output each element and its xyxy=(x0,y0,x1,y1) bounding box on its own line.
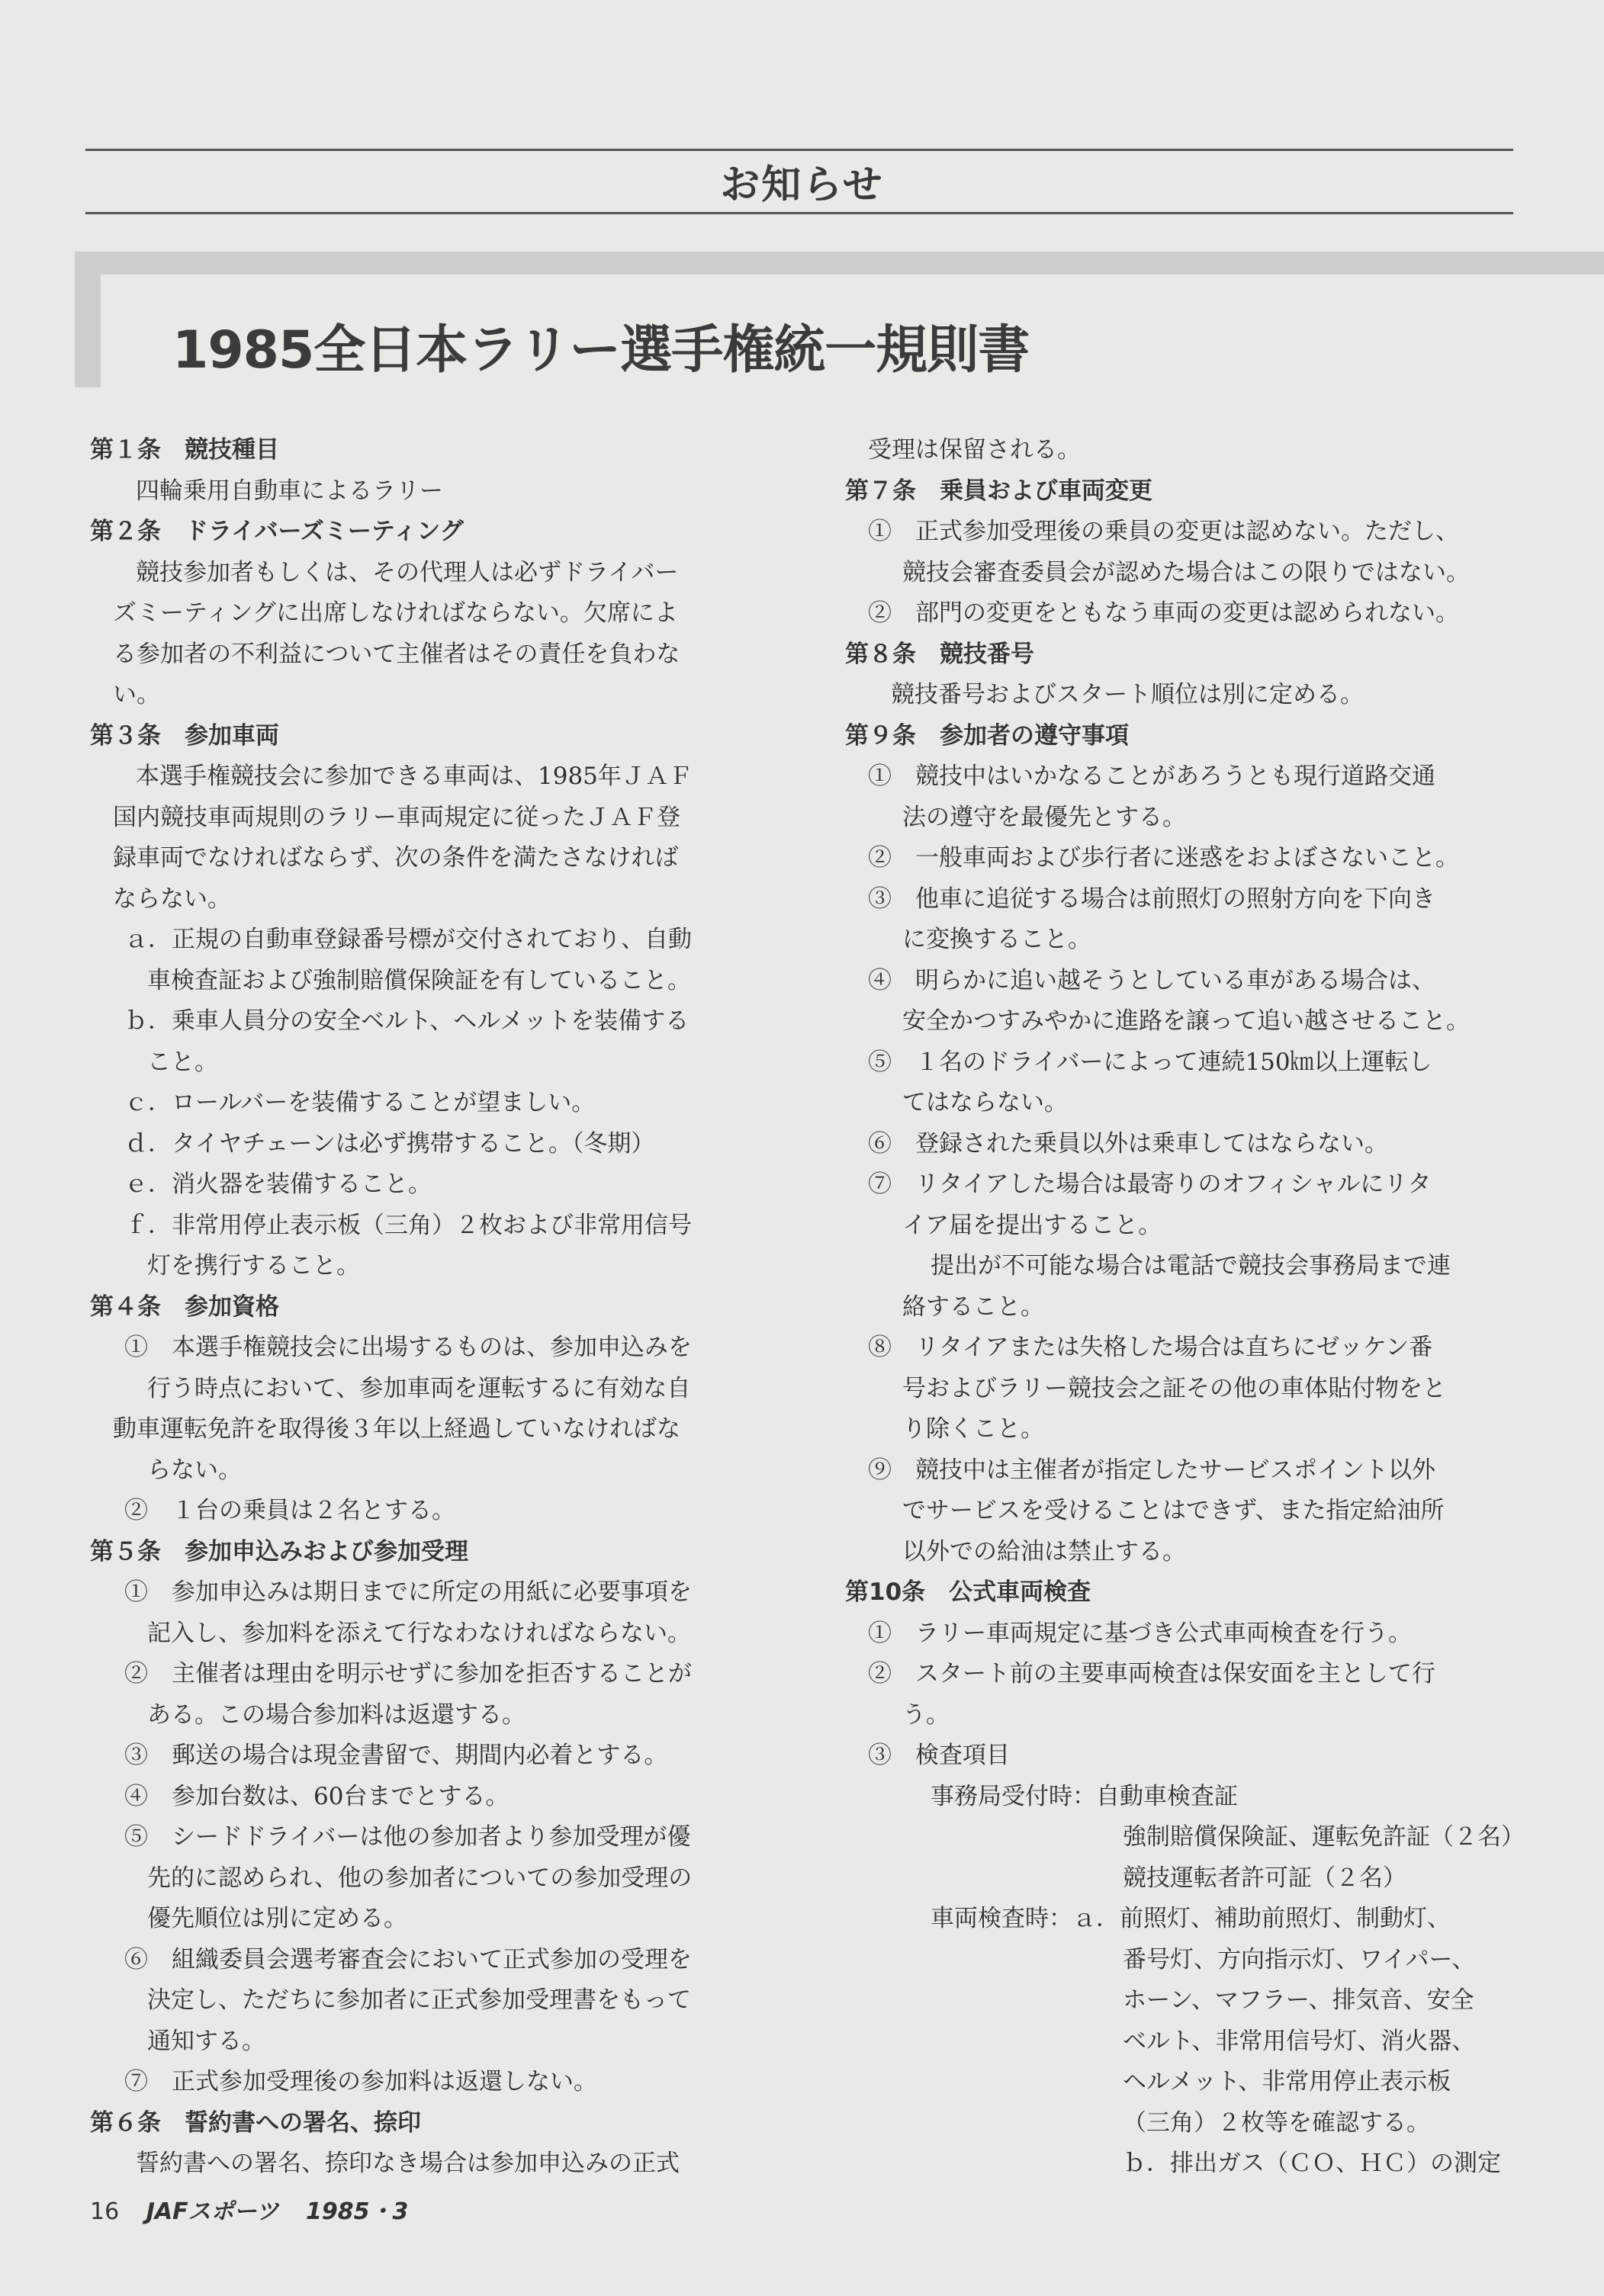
text-line: ④ 明らかに追い越そうとしている車がある場合は、 xyxy=(868,966,1435,994)
text-line: 競技会審査委員会が認めた場合はこの限りではない。 xyxy=(902,558,1470,586)
article-heading: 第10条 公式車両検査 xyxy=(845,1578,1091,1606)
text-line: 提出が不可能な場合は電話で競技会事務局まで連 xyxy=(931,1252,1451,1280)
text-line: 記入し、参加料を添えて行なわなければならない。 xyxy=(147,1619,691,1647)
page-footer xyxy=(90,2192,408,2226)
text-line: ① ラリー車両規定に基づき公式車両検査を行う。 xyxy=(868,1619,1412,1647)
text-line: 号およびラリー競技会之証その他の車体貼付物をと xyxy=(902,1374,1446,1402)
article-heading: 第６条 誓約書への署名、捺印 xyxy=(90,2108,421,2137)
text-line: ① 競技中はいかなることがあろうとも現行道路交通 xyxy=(868,763,1435,790)
text-line: 通知する。 xyxy=(147,2027,265,2055)
text-line: に変換すること。 xyxy=(902,926,1091,953)
text-line: 録車両でなければならず、次の条件を満たさなければ xyxy=(113,844,679,872)
text-line: ⑧ リタイアまたは失格した場合は直ちにゼッケン番 xyxy=(868,1334,1433,1361)
text-line: ｂ．乗車人員分の安全ベルト、ヘルメットを装備する xyxy=(124,1007,689,1035)
text-line: 競技番号およびスタート順位は別に定める。 xyxy=(891,681,1364,708)
text-line: イア届を提出すること。 xyxy=(902,1211,1162,1239)
text-line: ｅ．消火器を装備すること。 xyxy=(124,1170,432,1198)
page-number: 16 xyxy=(90,2198,120,2225)
text-line: ヘルメット、非常用停止表示板 xyxy=(1123,2068,1451,2095)
text-line: ③ 郵送の場合は現金書留で、期間内必着とする。 xyxy=(124,1742,668,1769)
text-line: り除くこと。 xyxy=(902,1415,1044,1443)
text-line: ⑥ 組織委員会選考審査会において正式参加の受理を xyxy=(124,1945,692,1973)
text-line: い。 xyxy=(113,681,160,708)
section-label: お知らせ xyxy=(720,162,884,208)
text-line: てはならない。 xyxy=(902,1089,1068,1116)
text-line: 強制賠償保険証、運転免許証（２名） xyxy=(1123,1823,1525,1851)
text-line: ③ 検査項目 xyxy=(868,1742,1010,1769)
text-line: ⑦ リタイアした場合は最寄りのオフィシャルにリタ xyxy=(868,1170,1432,1198)
article-heading: 第７条 乗員および車両変更 xyxy=(845,477,1152,505)
text-line: ③ 他車に追従する場合は前照灯の照射方向を下向き xyxy=(868,885,1435,913)
text-line: ② １台の乗員は２名とする。 xyxy=(124,1497,455,1524)
text-line: 先的に認められ、他の参加者についての参加受理の xyxy=(147,1864,693,1892)
text-line: ⑨ 競技中は主催者が指定したサービスポイント以外 xyxy=(868,1456,1435,1484)
text-line: 誓約書への署名、捺印なき場合は参加申込みの正式 xyxy=(136,2150,680,2177)
text-line: ④ 参加台数は、60台までとする。 xyxy=(124,1782,509,1810)
article-heading: 第１条 競技種目 xyxy=(90,436,279,464)
text-line: ならない。 xyxy=(113,885,231,913)
text-line: こと。 xyxy=(147,1048,218,1076)
text-line: ② スタート前の主要車両検査は保安面を主として行 xyxy=(868,1660,1435,1687)
text-line: でサービスを受けることはできず、また指定給油所 xyxy=(902,1497,1445,1524)
text-line: ⑦ 正式参加受理後の参加料は返還しない。 xyxy=(124,2068,597,2095)
text-line: ② 一般車両および歩行者に迷惑をおよぼさないこと。 xyxy=(868,844,1459,872)
text-line: ② 主催者は理由を明示せずに参加を拒否することが xyxy=(124,1660,692,1687)
text-line: ⑥ 登録された乗員以外は乗車してはならない。 xyxy=(868,1129,1388,1158)
text-line: ｂ．排出ガス（ＣＯ、ＨＣ）の測定 xyxy=(1123,2150,1501,2177)
text-line: ａ．正規の自動車登録番号標が交付されており、自動 xyxy=(124,926,692,953)
text-line: る参加者の不利益について主催者はその責任を負わな xyxy=(113,640,680,668)
text-line: ある。この場合参加料は返還する。 xyxy=(147,1700,526,1729)
title-frame-left xyxy=(75,252,101,387)
article-heading: 第８条 競技番号 xyxy=(845,640,1034,668)
article-heading: 第２条 ドライバーズミーティング xyxy=(90,518,464,545)
text-line: ① 参加申込みは期日までに所定の用紙に必要事項を xyxy=(124,1578,692,1606)
article-heading: 第４条 参加資格 xyxy=(90,1293,279,1321)
text-line: 以外での給油は禁止する。 xyxy=(902,1537,1186,1565)
article-heading: 第９条 参加者の遵守事項 xyxy=(845,721,1129,750)
text-line: ｄ．タイヤチェーンは必ず携帯すること。（冬期） xyxy=(124,1129,655,1158)
title-frame-top xyxy=(75,252,1604,275)
text-line: 番号灯、方向指示灯、ワイパー、 xyxy=(1123,1945,1476,1973)
text-line: ① 正式参加受理後の乗員の変更は認めない。ただし、 xyxy=(868,518,1459,545)
text-line: 事務局受付時：自動車検査証 xyxy=(931,1782,1238,1810)
text-line: らない。 xyxy=(147,1456,242,1484)
text-line: ベルト、非常用信号灯、消火器、 xyxy=(1123,2027,1476,2055)
text-line: 絡すること。 xyxy=(902,1293,1044,1321)
text-line: ｃ．ロールバーを装備することが望ましい。 xyxy=(124,1089,596,1116)
text-line: 優先順位は別に定める。 xyxy=(147,1905,407,1932)
article-heading: 第３条 参加車両 xyxy=(90,721,279,750)
left-column xyxy=(90,430,776,2185)
text-line: 競技運転者許可証（２名） xyxy=(1123,1864,1406,1892)
text-line: 本選手権競技会に参加できる車両は、1985年ＪＡＦ xyxy=(136,763,693,790)
issue-date: 1985・3 xyxy=(305,2198,409,2225)
text-line: 車検査証および強制賠償保険証を有していること。 xyxy=(147,966,691,994)
text-line: 法の遵守を最優先とする。 xyxy=(902,803,1186,831)
right-column xyxy=(845,430,1532,2185)
text-line: （三角）２枚等を確認する。 xyxy=(1123,2108,1430,2137)
text-line: 灯を携行すること。 xyxy=(147,1252,360,1280)
text-line: 国内競技車両規則のラリー車両規定に従ったＪＡＦ登 xyxy=(113,803,680,831)
text-line: ｆ．非常用停止表示板（三角）２枚および非常用信号 xyxy=(124,1211,692,1239)
magazine-name: JAFスポーツ xyxy=(146,2198,279,2225)
text-line: 安全かつすみやかに進路を譲って追い越させること。 xyxy=(902,1007,1470,1035)
document-title: 1985全日本ラリー選手権統一規則書 xyxy=(172,320,1030,381)
text-line: 決定し、ただちに参加者に正式参加受理書をもって xyxy=(147,1986,691,2014)
text-line: ⑤ シードドライバーは他の参加者より参加受理が優 xyxy=(124,1823,691,1851)
text-line: 競技参加者もしくは、その代理人は必ずドライバー xyxy=(136,558,679,586)
text-line: ズミーティングに出席しなければならない。欠席によ xyxy=(113,599,678,627)
text-line: 受理は保留される。 xyxy=(868,436,1081,464)
text-line: ⑤ １名のドライバーによって連続150㎞以上運転し xyxy=(868,1048,1432,1076)
text-line: ① 本選手権競技会に出場するものは、参加申込みを xyxy=(124,1334,692,1361)
top-rule xyxy=(85,149,1513,151)
section-rule xyxy=(85,212,1513,214)
text-line: 四輪乗用自動車によるラリー xyxy=(136,477,443,505)
text-line: う。 xyxy=(902,1700,950,1729)
article-heading: 第５条 参加申込みおよび参加受理 xyxy=(90,1537,468,1565)
text-line: 車両検査時：ａ．前照灯、補助前照灯、制動灯、 xyxy=(931,1905,1451,1932)
text-line: 動車運転免許を取得後３年以上経過していなければな xyxy=(113,1415,680,1443)
text-line: ホーン、マフラー、排気音、安全 xyxy=(1123,1986,1474,2014)
text-line: ② 部門の変更をともなう車両の変更は認められない。 xyxy=(868,599,1459,627)
text-line: 行う時点において、参加車両を運転するに有効な自 xyxy=(147,1374,691,1402)
